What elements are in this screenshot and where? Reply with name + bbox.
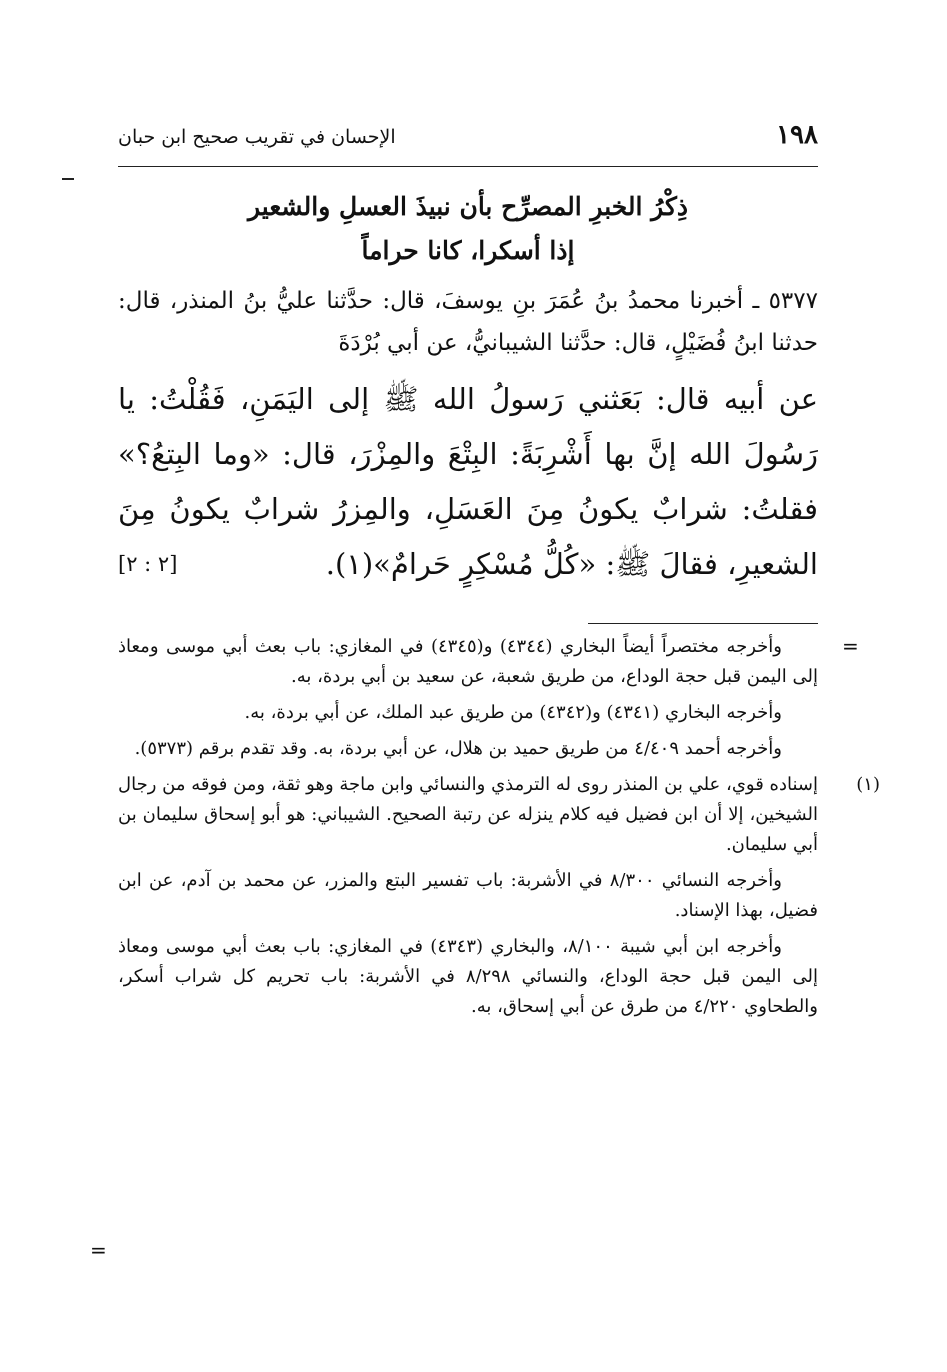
footnote-continuation-1: وأخرجه مختصراً أيضاً البخاري (٤٣٤٤) و(٤٣٤٥) في المغازي: باب بعث أبي موسى ومعاذ إلى اليمن قبل حجة الوداع، من طريق شعبة، عن سعيد بن أبي بردة، به. [118, 636, 818, 687]
hadith-matn [118, 372, 818, 592]
header-divider [118, 166, 818, 167]
page-number: ١٩٨ [776, 120, 818, 150]
footnote-1 [118, 770, 880, 860]
footnote-1-text: إسناده قوي، علي بن المنذر روى له الترمذي والنسائي وابن ماجة وهو ثقة، ومن فوقه من رجال الشيخين، إلا أن ابن فضيل فيه كلام ينزله عن رتبة الصحيح. الشيباني: هو أبو إسحاق سليمان بن أبي سليمان. [118, 774, 818, 855]
footnote-divider [588, 623, 818, 624]
hadith-body [118, 280, 818, 592]
running-title: الإحسان في تقريب صحيح ابن حبان [118, 126, 396, 148]
margin-equals-mark-bottom: = [90, 1238, 107, 1262]
footnote-number: (١) [856, 774, 880, 795]
section-heading-line-2: إذا أسكرا، كانا حراماً [361, 236, 575, 265]
footnote-continuation-3: وأخرجه أحمد ٤/٤٠٩ من طريق حميد بن هلال، عن أبي بردة، به. وقد تقدم برقم (٥٣٧٣). [134, 738, 782, 759]
margin-dash-mark [62, 178, 74, 180]
page-header [118, 118, 818, 158]
section-heading-line-1: ذِكْرُ الخبرِ المصرِّح بأن نبيذَ العسلِ والشعير [247, 192, 688, 221]
footnote-continuation-2: وأخرجه البخاري (٤٣٤١) و(٤٣٤٢) من طريق عبد الملك، عن أبي بردة، به. [244, 702, 782, 723]
margin-equals-mark-top: = [842, 634, 859, 658]
footnote-1-paragraph-2: وأخرجه النسائي ٨/٣٠٠ في الأشربة: باب تفسير البتع والمزر، عن محمد بن آدم، عن ابن فضيل، بهذا الإسناد. [118, 870, 818, 921]
hadith-matn-text: عن أبيه قال: بَعَثني رَسولُ الله ﷺ إلى اليَمَنِ، فَقُلْتُ: يا رَسُولَ الله إنَّ بها أَشْرِبَةً: البِتْعَ والمِزْرَ، قال: «وما البِتعُ؟» فقلتُ: شرابٌ يكونُ مِنَ العَسَلِ، والمِزرُ شرابٌ يكونُ مِنَ الشعيرِ، فقالَ ﷺ: «كُلُّ مُسْكِرٍ حَرامٌ»(١). [118, 382, 818, 581]
hadith-reference: [٢ : ٢] [118, 552, 178, 576]
footnote-1-paragraph-3: وأخرجه ابن أبي شيبة ٨/١٠٠، والبخاري (٤٣٤٣) في المغازي: باب بعث أبي موسى ومعاذ إلى اليمن قبل حجة الوداع، والنسائي ٨/٢٩٨ في الأشربة: باب تحريم كل شراب أسكر، والطحاوي ٤/٢٢٠ من طرق عن أبي إسحاق، به. [118, 936, 818, 1017]
hadith-isnad: ٥٣٧٧ ـ أخبرنا محمدُ بنُ عُمَرَ بنِ يوسفَ، قال: حدَّثنا عليُّ بنُ المنذر، قال: حدثنا ابنُ فُضَيْلٍ، قال: حدَّثنا الشيبانيُّ، عن أبي بُرْدَةَ [118, 288, 818, 356]
footnotes [118, 632, 880, 1028]
